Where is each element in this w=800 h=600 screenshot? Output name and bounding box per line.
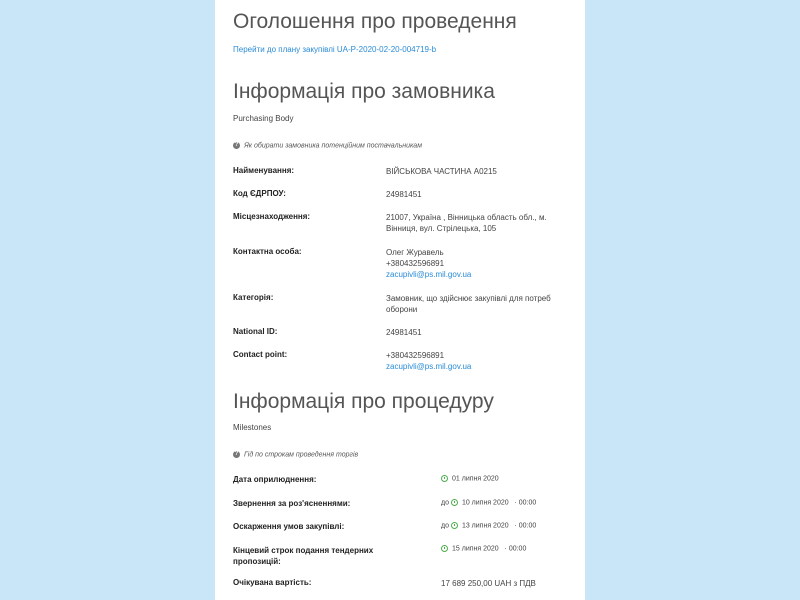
- customer-help-text: Як обирати замовника потенційним постачальникам: [244, 142, 422, 150]
- category-value: [386, 293, 551, 315]
- help-icon: ?: [234, 142, 239, 148]
- contact-point-label: Contact point:: [233, 350, 288, 359]
- edrpou-label: Код ЄДРПОУ:: [233, 189, 286, 198]
- appeal-date: 13 липня 2020: [461, 522, 509, 530]
- appeal-label: Оскарження умов закупівлі:: [233, 522, 345, 531]
- category-line1: Замовник, що здійснює закупівлі для потреб: [386, 294, 551, 303]
- published-date: 01 липня 2020: [452, 475, 499, 483]
- procedure-help-text: Гід по строкам проведення торгів: [244, 451, 359, 459]
- procedure-heading: Інформація про процедуру: [233, 390, 494, 413]
- location-label: Місцезнаходження:: [233, 212, 311, 221]
- clarify-date: 10 липня 2020: [461, 499, 509, 507]
- deadline-label-line1: Кінцевий строк подання тендерних: [233, 546, 374, 555]
- national-id-value: 24981451: [386, 328, 422, 337]
- appeal-time: · 00:00: [514, 522, 537, 530]
- contact-point-phone: +380432596891: [386, 351, 445, 360]
- category-line2: оборони: [386, 305, 418, 314]
- appeal-value: [441, 522, 536, 529]
- clarify-prefix: до: [441, 499, 449, 507]
- clarify-value: [441, 499, 536, 506]
- deadline-label: [233, 545, 373, 567]
- customer-help[interactable]: [233, 142, 422, 149]
- help-icon: ?: [234, 451, 239, 457]
- clarify-time: · 00:00: [514, 499, 537, 507]
- published-label: Дата оприлюднення:: [233, 475, 317, 484]
- clock-icon: [441, 475, 448, 482]
- clock-icon: [441, 545, 448, 552]
- clock-icon: [451, 522, 458, 529]
- tender-card: [215, 0, 585, 600]
- contact-point-value: [386, 350, 471, 372]
- location-line2: Вінниця, вул. Стрілецька, 105: [386, 224, 497, 233]
- page-title: Оголошення про проведення: [233, 10, 517, 33]
- clock-icon: [451, 499, 458, 506]
- procedure-help[interactable]: [233, 451, 358, 458]
- edrpou-value: 24981451: [386, 190, 422, 199]
- value-amount: 17 689 250,00 UAH з ПДВ: [441, 579, 536, 588]
- location-line1: 21007, Україна , Вінницька область обл., м.: [386, 213, 547, 222]
- national-id-label: National ID:: [233, 327, 278, 336]
- customer-heading: Інформація про замовника: [233, 80, 495, 103]
- plan-link[interactable]: Перейти до плану закупівлі UA-P-2020-02-20-004719-b: [233, 45, 437, 54]
- procedure-sublabel: Milestones: [233, 423, 272, 432]
- deadline-date: 15 липня 2020: [452, 545, 499, 553]
- contact-point-email-link[interactable]: zacupivli@ps.mil.gov.ua: [386, 362, 472, 371]
- contact-label: Контактна особа:: [233, 247, 302, 256]
- contact-name: Олег Журавель: [386, 248, 444, 257]
- contact-value: [386, 247, 471, 280]
- published-value: [441, 475, 499, 482]
- contact-phone: +380432596891: [386, 259, 445, 268]
- customer-sublabel: Purchasing Body: [233, 114, 294, 123]
- name-label: Найменування:: [233, 166, 295, 175]
- deadline-label-line2: пропозицій:: [233, 557, 281, 566]
- category-label: Категорія:: [233, 293, 274, 302]
- deadline-time: · 00:00: [504, 545, 527, 553]
- deadline-value: [441, 545, 526, 552]
- name-value: ВІЙСЬКОВА ЧАСТИНА А0215: [386, 167, 497, 176]
- contact-email-link[interactable]: zacupivli@ps.mil.gov.ua: [386, 270, 472, 279]
- clarify-label: Звернення за роз'ясненнями:: [233, 499, 351, 508]
- location-value: [386, 212, 547, 234]
- value-label: Очікувана вартість:: [233, 578, 312, 587]
- appeal-prefix: до: [441, 522, 449, 530]
